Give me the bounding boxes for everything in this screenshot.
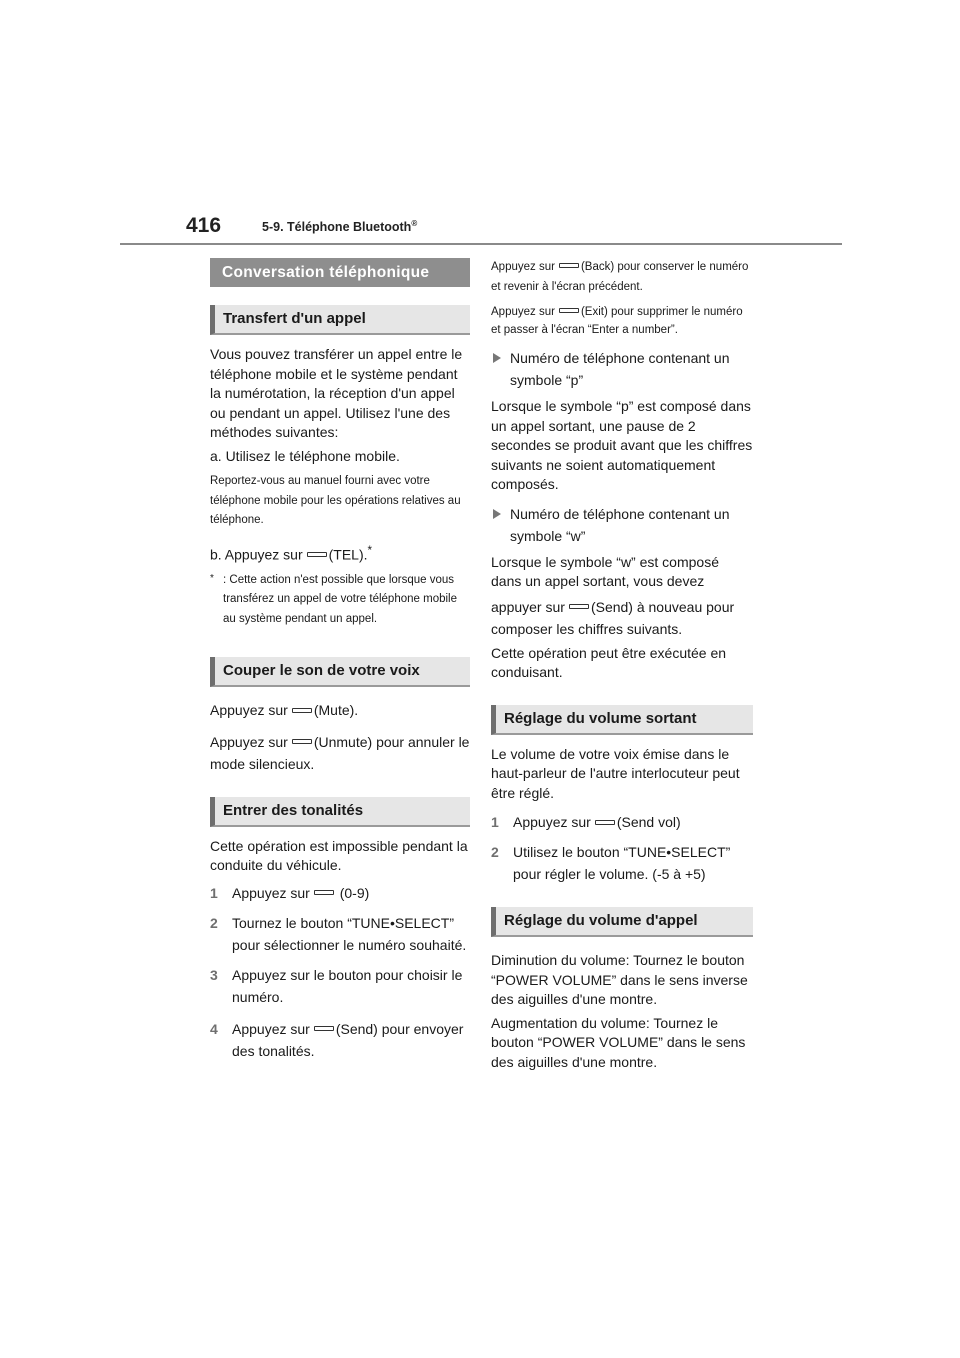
send-button-icon [569, 604, 589, 609]
main-section-title: Conversation téléphonique [210, 258, 470, 287]
heading-mute: Couper le son de votre voix [210, 657, 470, 687]
w-symbol-text: Lorsque le symbole “w” est composé dans un appel sortant, vous devez [491, 553, 719, 589]
send-button-icon [314, 1026, 334, 1031]
exit-note [491, 303, 753, 339]
registered-mark: ® [411, 219, 418, 228]
back-note [491, 258, 753, 297]
out-volume-step-2 [491, 841, 753, 885]
step-prefix: Appuyez sur [513, 814, 591, 830]
step-text: Tournez le bouton “TUNE•SELECT” pour sélectionner le numéro souhaité. [232, 914, 467, 953]
page-header [0, 0, 960, 250]
step-number: 2 [491, 844, 499, 860]
digits-button-icon [314, 890, 334, 895]
w-symbol-bullet: Numéro de téléphone contenant un symbole “w” [491, 503, 753, 547]
transfer-footnote [210, 571, 470, 630]
step-prefix: Appuyez sur [232, 884, 310, 901]
heading-transfer: Transfert d'un appel [210, 305, 470, 335]
section-title: 5-9. Téléphone Bluetooth [262, 220, 412, 235]
unmute-prefix: Appuyez sur [210, 733, 288, 750]
method-b-prefix: b. Appuyez sur [210, 546, 303, 563]
footnote-ref: * [367, 543, 373, 557]
page-number: 416 [186, 214, 222, 237]
step-text: Appuyez sur le bouton pour choisir le numéro. [232, 966, 463, 1005]
tel-button-icon [307, 552, 327, 557]
transfer-method-a-note: Reportez-vous au manuel fourni avec votre téléphone mobile pour les opérations relatives au téléphone. [210, 475, 461, 526]
step-suffix: (Send vol) [616, 814, 681, 830]
transfer-method-b [210, 541, 470, 565]
tones-intro: Cette opération est impossible pendant la conduite du véhicule. [210, 837, 468, 874]
section-reference [262, 219, 417, 234]
send-vol-button-icon [595, 820, 615, 825]
back-prefix: Appuyez sur [491, 261, 555, 273]
back-button-icon [559, 263, 579, 268]
mute-button-icon [292, 708, 312, 713]
call-volume-decrease: Diminution du volume: Tournez le bouton “POWER VOLUME” dans le sens inverse des aiguilles d'une montre. [491, 952, 748, 1007]
call-volume-increase: Augmentation du volume: Tournez le bouton “POWER VOLUME” dans le sens des aiguilles d'une montre. [491, 1014, 746, 1070]
mute-line [210, 701, 470, 721]
mute-prefix: Appuyez sur [210, 702, 288, 719]
unmute-line [210, 731, 470, 775]
transfer-method-a: a. Utilisez le téléphone mobile. [210, 447, 400, 464]
out-volume-intro: Le volume de votre voix émise dans le haut-parleur de l'autre interlocuteur peut être réglé. [491, 745, 740, 801]
w-driving-text: Cette opération peut être exécutée en conduisant. [491, 644, 727, 680]
footnote-mark: * [210, 572, 214, 584]
tones-step-2 [210, 912, 470, 956]
unmute-suffix: (Unmute) pour annuler le mode silencieux. [210, 733, 470, 772]
left-column [210, 258, 470, 1062]
transfer-intro: Vous pouvez transférer un appel entre le téléphone mobile et le système pendant la numérotation, la réception d'un appel ou pendant un appel. Utilisez l'une des méthodes suivantes: [210, 346, 463, 440]
mute-suffix: (Mute). [313, 702, 359, 719]
exit-suffix: (Exit) pour supprimer le numéro et passer à l'écran “Enter a number”. [491, 306, 743, 336]
step-number: 2 [210, 914, 218, 931]
tones-step-3 [210, 964, 470, 1008]
step-prefix: Appuyez sur [232, 1020, 310, 1037]
step-text: Utilisez le bouton “TUNE•SELECT” pour régler le volume. (-5 à +5) [513, 844, 731, 882]
p-symbol-text: Lorsque le symbole “p” est composé dans un appel sortant, une pause de 2 secondes se produit avant que les chiffres suivants ne soient automatiquement composés. [491, 398, 753, 492]
tones-step-4 [210, 1018, 470, 1062]
p-symbol-bullet: Numéro de téléphone contenant un symbole “p” [491, 347, 753, 391]
out-volume-step-1 [491, 811, 753, 833]
exit-button-icon [559, 308, 579, 313]
step-suffix: (0-9) [339, 884, 370, 901]
step-number: 1 [491, 814, 499, 830]
exit-prefix: Appuyez sur [491, 306, 555, 318]
heading-out-volume: Réglage du volume sortant [491, 705, 753, 735]
w-send-prefix: appuyer sur [491, 598, 565, 615]
step-number: 3 [210, 966, 218, 983]
step-number: 1 [210, 884, 218, 901]
heading-call-volume: Réglage du volume d'appel [491, 907, 753, 937]
unmute-button-icon [292, 739, 312, 744]
step-number: 4 [210, 1020, 218, 1037]
w-send-suffix: (Send) à nouveau pour composer les chiffres suivants. [491, 598, 735, 637]
header-rule [120, 243, 842, 245]
back-suffix: (Back) pour conserver le numéro et revenir à l'écran précédent. [491, 261, 749, 293]
method-b-suffix: (TEL). [328, 546, 368, 563]
right-column [491, 258, 753, 1072]
step-suffix: (Send) pour envoyer des tonalités. [232, 1020, 464, 1059]
tones-step-1 [210, 882, 470, 904]
w-send-line [491, 596, 753, 640]
heading-tones: Entrer des tonalités [210, 797, 470, 827]
footnote-text: : Cette action n'est possible que lorsque vous transférez un appel de votre téléphone mobile au système pendant un appel. [223, 573, 457, 625]
